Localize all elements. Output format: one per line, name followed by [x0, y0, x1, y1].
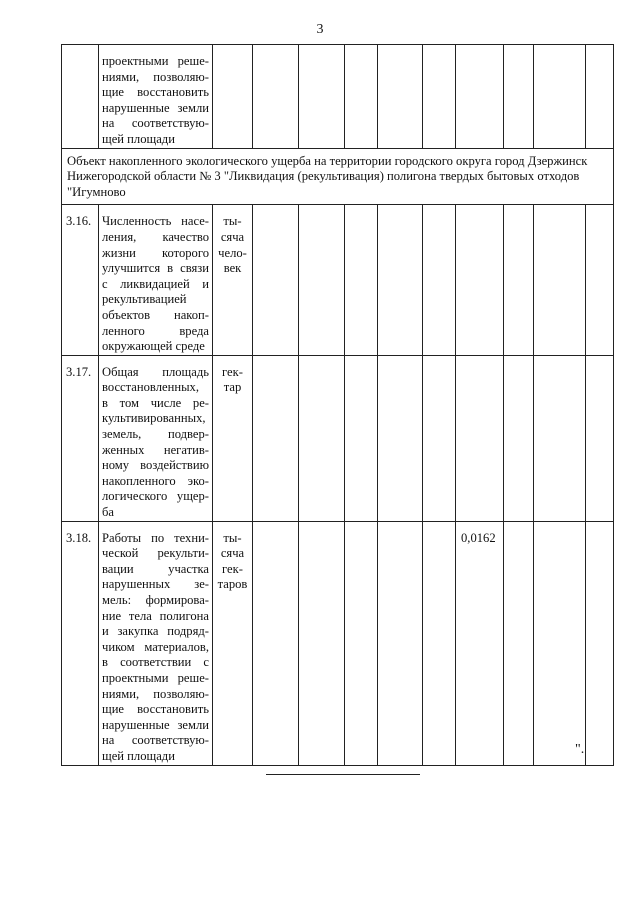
text-line: Работы по техни-	[102, 530, 209, 545]
row-number: 3.17.	[62, 355, 99, 521]
text-line: на соответствую-	[102, 116, 209, 131]
text-line: ты-	[223, 214, 242, 229]
value-cell	[456, 205, 504, 355]
value-cell	[345, 45, 378, 149]
text-line: гек-	[222, 364, 243, 379]
value-cell	[253, 355, 299, 521]
text-line: щие восстановить	[102, 702, 209, 717]
value-cell	[378, 521, 423, 765]
text-line: ления, качество	[102, 229, 209, 244]
text-line: нарушенные земли	[102, 100, 209, 115]
value-cell	[253, 45, 299, 149]
text-line: в том числе ре-	[102, 395, 209, 410]
text-line: окружающей среде	[102, 339, 205, 354]
text-line: ты-	[223, 530, 242, 545]
value-cell	[378, 205, 423, 355]
text-line: земель, подвер-	[102, 427, 209, 442]
text-line: ному воздействию	[102, 458, 209, 473]
text-line: нарушенные земли	[102, 717, 209, 732]
value-cell	[456, 355, 504, 521]
unit-cell	[213, 45, 253, 149]
value-cell	[253, 205, 299, 355]
text-line: Общая площадь	[102, 364, 209, 379]
text-line: тар	[223, 380, 242, 395]
text-line: накопленного эко-	[102, 473, 209, 488]
value-cell	[423, 45, 456, 149]
value-cell	[586, 205, 614, 355]
text-line: щей площади	[102, 131, 175, 146]
value-cell	[423, 355, 456, 521]
text-line: Численность насе-	[102, 214, 209, 229]
text-line: восстановленных,	[102, 380, 199, 395]
text-line: объектов накоп-	[102, 307, 209, 322]
text-line: женных негатив-	[102, 442, 209, 457]
value-cell	[586, 521, 614, 765]
text-line: ленного вреда	[102, 323, 209, 338]
section-heading-row	[62, 148, 614, 205]
text-line: ниями, позволяю-	[102, 69, 209, 84]
value-cell: 0,0162	[456, 521, 504, 765]
unit-cell	[213, 355, 253, 521]
section-heading: Объект накопленного экологического ущерба на территории городского округа город Дзержинск Нижегородской области № 3 "Ликвидация (рекультивация) полигона твердых бытовых отходов "Игумново	[62, 148, 614, 205]
table-row	[62, 521, 614, 765]
end-rule	[266, 774, 420, 775]
text-line: чело-	[218, 245, 247, 260]
value-cell	[299, 205, 345, 355]
indicator-name	[99, 521, 213, 765]
row-number: 3.18.	[62, 521, 99, 765]
text-line: сяча	[220, 229, 245, 244]
value-cell	[534, 355, 586, 521]
text-line: рекультивацией	[102, 292, 187, 307]
value-cell	[378, 45, 423, 149]
value-cell	[299, 521, 345, 765]
value-cell	[299, 355, 345, 521]
text-line: жизни которого	[102, 245, 209, 260]
value-cell	[504, 521, 534, 765]
value-cell	[345, 355, 378, 521]
value-cell	[534, 521, 586, 765]
text-line: с ликвидацией и	[102, 276, 209, 291]
indicator-table	[61, 44, 614, 766]
text-line: на соответствую-	[102, 733, 209, 748]
unit-cell	[213, 205, 253, 355]
text-line: таров	[217, 577, 248, 592]
row-number	[62, 45, 99, 149]
text-line: век	[223, 261, 242, 276]
value-cell	[345, 521, 378, 765]
text-line: щие восстановить	[102, 85, 209, 100]
page-number: 3	[316, 22, 324, 37]
indicator-name	[99, 355, 213, 521]
text-line: проектными реше-	[102, 670, 209, 685]
text-line: в соответствии с	[102, 655, 209, 670]
text-line: улучшится в связи	[102, 261, 209, 276]
text-line: ние тела полигона	[102, 608, 209, 623]
table-row-continued	[62, 45, 614, 149]
value-cell	[534, 45, 586, 149]
value-cell	[504, 355, 534, 521]
text-line: сяча	[220, 546, 245, 561]
value-cell	[456, 45, 504, 149]
text-line: проектными реше-	[102, 54, 209, 68]
text-line: щей площади	[102, 748, 175, 763]
text-line: нарушенных зе-	[102, 577, 209, 592]
text-line: культивированных,	[102, 411, 206, 426]
closing-quote: ".	[575, 742, 585, 757]
value-cell	[586, 355, 614, 521]
value-cell	[534, 205, 586, 355]
value-cell	[586, 45, 614, 149]
value-cell	[423, 521, 456, 765]
table-row	[62, 205, 614, 355]
table-row	[62, 355, 614, 521]
text-line: вации участка	[102, 561, 209, 576]
text-line: чиком материалов,	[102, 639, 209, 654]
indicator-name	[99, 205, 213, 355]
value-cell	[504, 205, 534, 355]
value-cell	[504, 45, 534, 149]
value-cell	[299, 45, 345, 149]
text-line: логического ущер-	[102, 489, 209, 504]
text-line: и закупка подряд-	[102, 624, 209, 639]
indicator-name	[99, 45, 213, 149]
value-cell	[345, 205, 378, 355]
value-cell	[378, 355, 423, 521]
text-line: ба	[102, 505, 114, 520]
unit-cell	[213, 521, 253, 765]
value-cell	[423, 205, 456, 355]
text-line: ческой рекульти-	[102, 546, 209, 561]
row-number: 3.16.	[62, 205, 99, 355]
text-line: ниями, позволяю-	[102, 686, 209, 701]
text-line: мель: формирова-	[102, 593, 209, 607]
text-line: гек-	[222, 561, 243, 576]
value-cell	[253, 521, 299, 765]
